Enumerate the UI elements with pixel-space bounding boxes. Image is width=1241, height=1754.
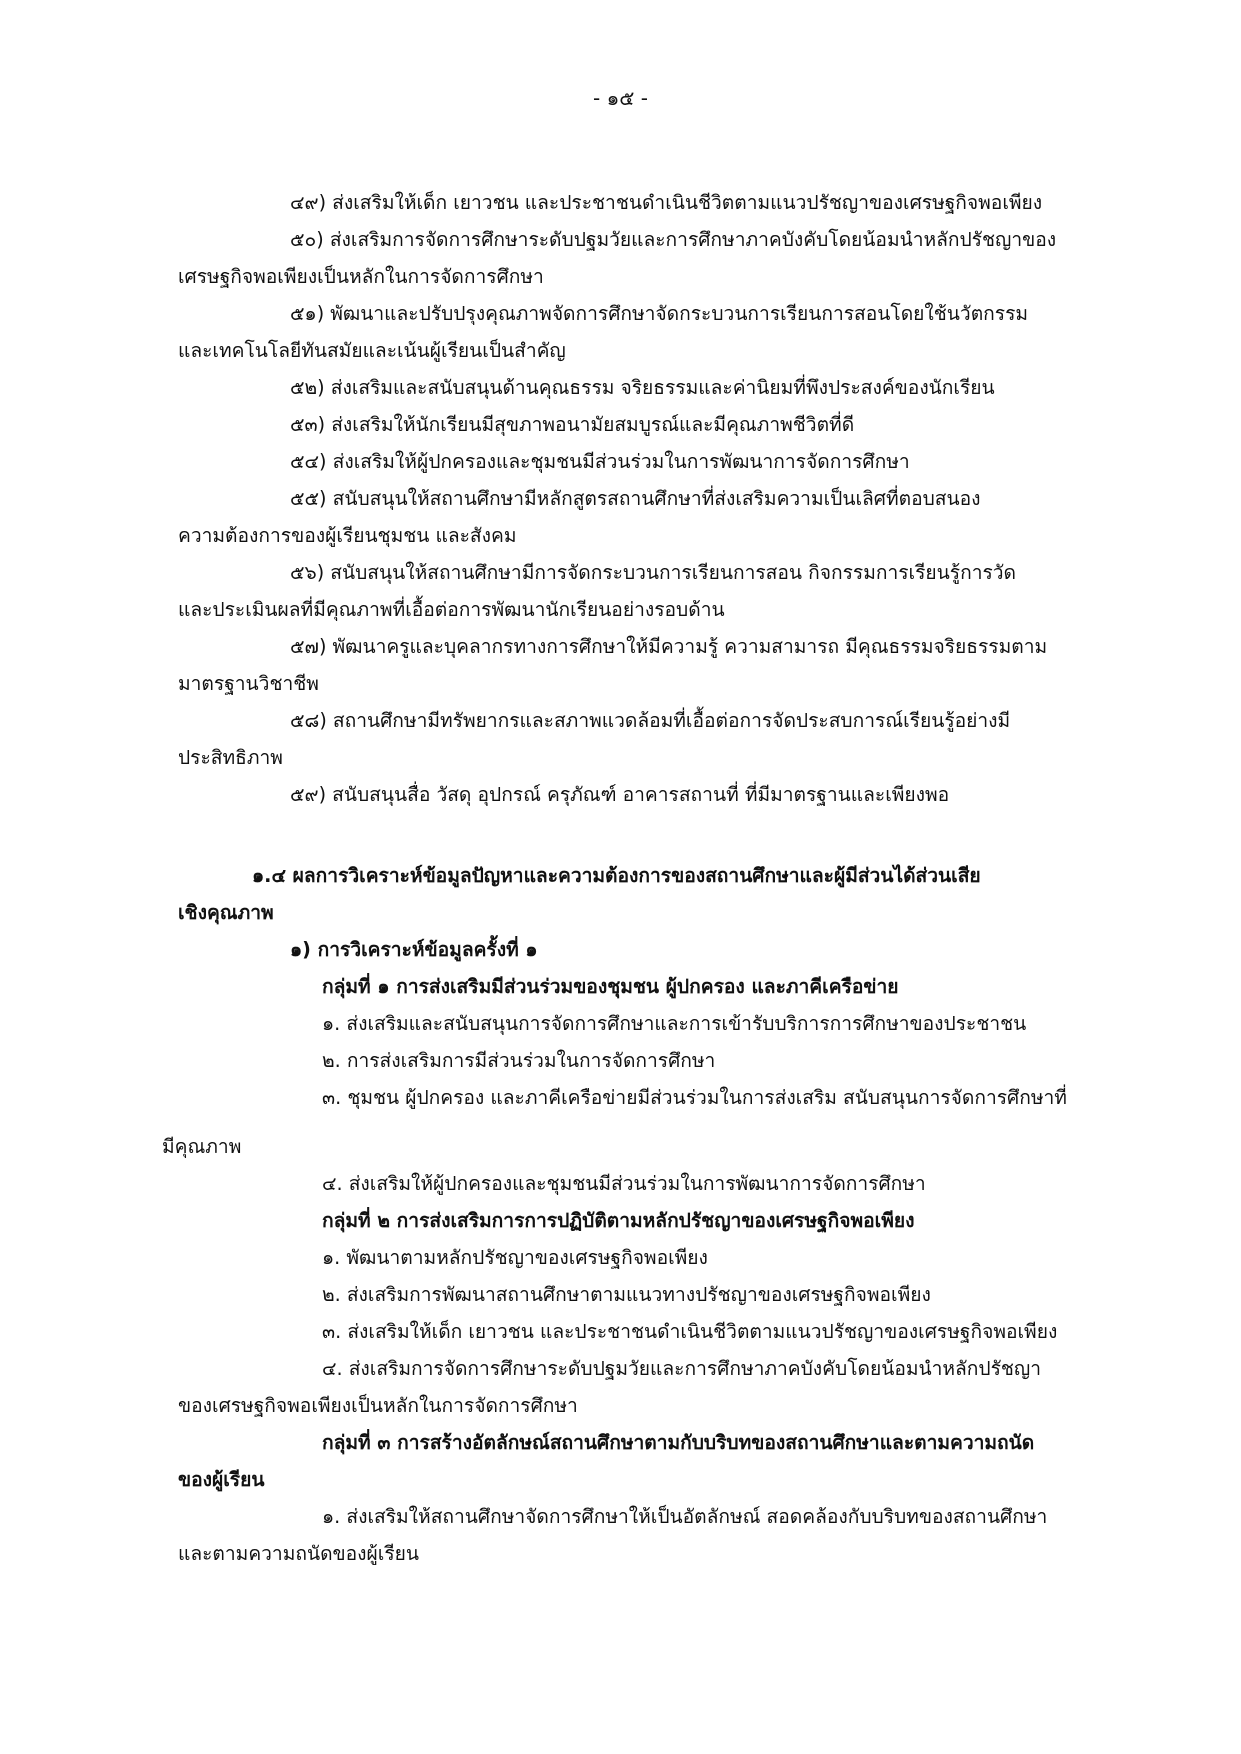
list-item-first-line: ๔๙) ส่งเสริมให้เด็ก เยาวชน และประชาชนดำเนินชีวิตตามแนวปรัชญาของเศรษฐกิจพอเพียง: [290, 191, 1043, 214]
group-item-continuation: และตามความถนัดของผู้เรียน: [178, 1542, 420, 1565]
group-title: กลุ่มที่ ๒ การส่งเสริมการการปฏิบัติตามหลักปรัชญาของเศรษฐกิจพอเพียง: [322, 1209, 915, 1232]
section-heading: ๑.๔ ผลการวิเคราะห์ข้อมูลปัญหาและความต้องการของสถานศึกษาและผู้มีส่วนได้ส่วนเสีย: [252, 864, 981, 887]
group-item: ๑. พัฒนาตามหลักปรัชญาของเศรษฐกิจพอเพียง: [322, 1246, 708, 1269]
group-title: กลุ่มที่ ๑ การส่งเสริมมีส่วนร่วมของชุมชน ผู้ปกครอง และภาคีเครือข่าย: [322, 975, 899, 998]
section-analysis: [162, 857, 1126, 1572]
list-item-continuation: และเทคโนโลยีทันสมัยและเน้นผู้เรียนเป็นสำคัญ: [178, 339, 566, 362]
list-item-first-line: ๕๓) ส่งเสริมให้นักเรียนมีสุขภาพอนามัยสมบูรณ์และมีคุณภาพชีวิตที่ดี: [290, 413, 855, 436]
group-item: ๒. การส่งเสริมการมีส่วนร่วมในการจัดการศึกษา: [322, 1049, 716, 1072]
list-item-first-line: ๕๗) พัฒนาครูและบุคลากรทางการศึกษาให้มีความรู้ ความสามารถ มีคุณธรรมจริยธรรมตาม: [290, 635, 1048, 658]
group-item: ๒. ส่งเสริมการพัฒนาสถานศึกษาตามแนวทางปรัชญาของเศรษฐกิจพอเพียง: [322, 1283, 931, 1306]
list-item-first-line: ๕๘) สถานศึกษามีทรัพยากรและสภาพแวดล้อมที่เอื้อต่อการจัดประสบการณ์เรียนรู้อย่างมี: [290, 709, 1011, 732]
group-item: ๓. ส่งเสริมให้เด็ก เยาวชน และประชาชนดำเนินชีวิตตามแนวปรัชญาของเศรษฐกิจพอเพียง: [322, 1320, 1058, 1343]
subheading: ๑) การวิเคราะห์ข้อมูลครั้งที่ ๑: [290, 938, 538, 961]
group-item-continuation: ของเศรษฐกิจพอเพียงเป็นหลักในการจัดการศึกษา: [178, 1394, 578, 1417]
group-item: ๔. ส่งเสริมการจัดการศึกษาระดับปฐมวัยและการศึกษาภาคบังคับโดยน้อมนำหลักปรัชญา: [322, 1357, 1042, 1380]
list-item-continuation: เศรษฐกิจพอเพียงเป็นหลักในการจัดการศึกษา: [178, 265, 544, 288]
group-item-continuation: มีคุณภาพ: [162, 1135, 242, 1158]
list-item-first-line: ๕๒) ส่งเสริมและสนับสนุนด้านคุณธรรม จริยธรรมและค่านิยมที่พึงประสงค์ของนักเรียน: [290, 376, 995, 399]
group-title-continuation: ของผู้เรียน: [178, 1468, 265, 1491]
list-item-first-line: ๕๙) สนับสนุนสื่อ วัสดุ อุปกรณ์ ครุภัณฑ์ อาคารสถานที่ ที่มีมาตรฐานและเพียงพอ: [290, 783, 950, 806]
objective-list: [178, 184, 1126, 813]
group-item: ๔. ส่งเสริมให้ผู้ปกครองและชุมชนมีส่วนร่วมในการพัฒนาการจัดการศึกษา: [322, 1172, 926, 1195]
group-item: ๓. ชุมชน ผู้ปกครอง และภาคีเครือข่ายมีส่วนร่วมในการส่งเสริม สนับสนุนการจัดการศึกษาที่: [322, 1086, 1067, 1109]
list-item-first-line: ๕๕) สนับสนุนให้สถานศึกษามีหลักสูตรสถานศึกษาที่ส่งเสริมความเป็นเลิศที่ตอบสนอง: [290, 487, 981, 510]
group-item: ๑. ส่งเสริมและสนับสนุนการจัดการศึกษาและการเข้ารับบริการการศึกษาของประชาชน: [322, 1012, 1027, 1035]
list-item-first-line: ๕๐) ส่งเสริมการจัดการศึกษาระดับปฐมวัยและการศึกษาภาคบังคับโดยน้อมนำหลักปรัชญาของ: [290, 228, 1057, 251]
list-item-continuation: และประเมินผลที่มีคุณภาพที่เอื้อต่อการพัฒนานักเรียนอย่างรอบด้าน: [178, 598, 725, 621]
list-item-continuation: มาตรฐานวิชาชีพ: [178, 672, 319, 695]
list-item-first-line: ๕๔) ส่งเสริมให้ผู้ปกครองและชุมชนมีส่วนร่วมในการพัฒนาการจัดการศึกษา: [290, 450, 910, 473]
list-item-continuation: ประสิทธิภาพ: [178, 746, 283, 769]
page-content: [162, 184, 1126, 1572]
list-item-first-line: ๕๖) สนับสนุนให้สถานศึกษามีการจัดกระบวนการเรียนการสอน กิจกรรมการเรียนรู้การวัด: [290, 561, 1017, 584]
list-item-first-line: ๕๑) พัฒนาและปรับปรุงคุณภาพจัดการศึกษาจัดกระบวนการเรียนการสอนโดยใช้นวัตกรรม: [290, 302, 1029, 325]
group-title: กลุ่มที่ ๓ การสร้างอัตลักษณ์สถานศึกษาตามกับบริบทของสถานศึกษาและตามความถนัด: [322, 1431, 1035, 1454]
list-item-continuation: ความต้องการของผู้เรียนชุมชน และสังคม: [178, 524, 517, 547]
group-item: ๑. ส่งเสริมให้สถานศึกษาจัดการศึกษาให้เป็นอัตลักษณ์ สอดคล้องกับบริบทของสถานศึกษา: [322, 1505, 1048, 1528]
page-number: - ๑๕ -: [593, 86, 648, 110]
section-heading-continuation: เชิงคุณภาพ: [178, 901, 274, 924]
